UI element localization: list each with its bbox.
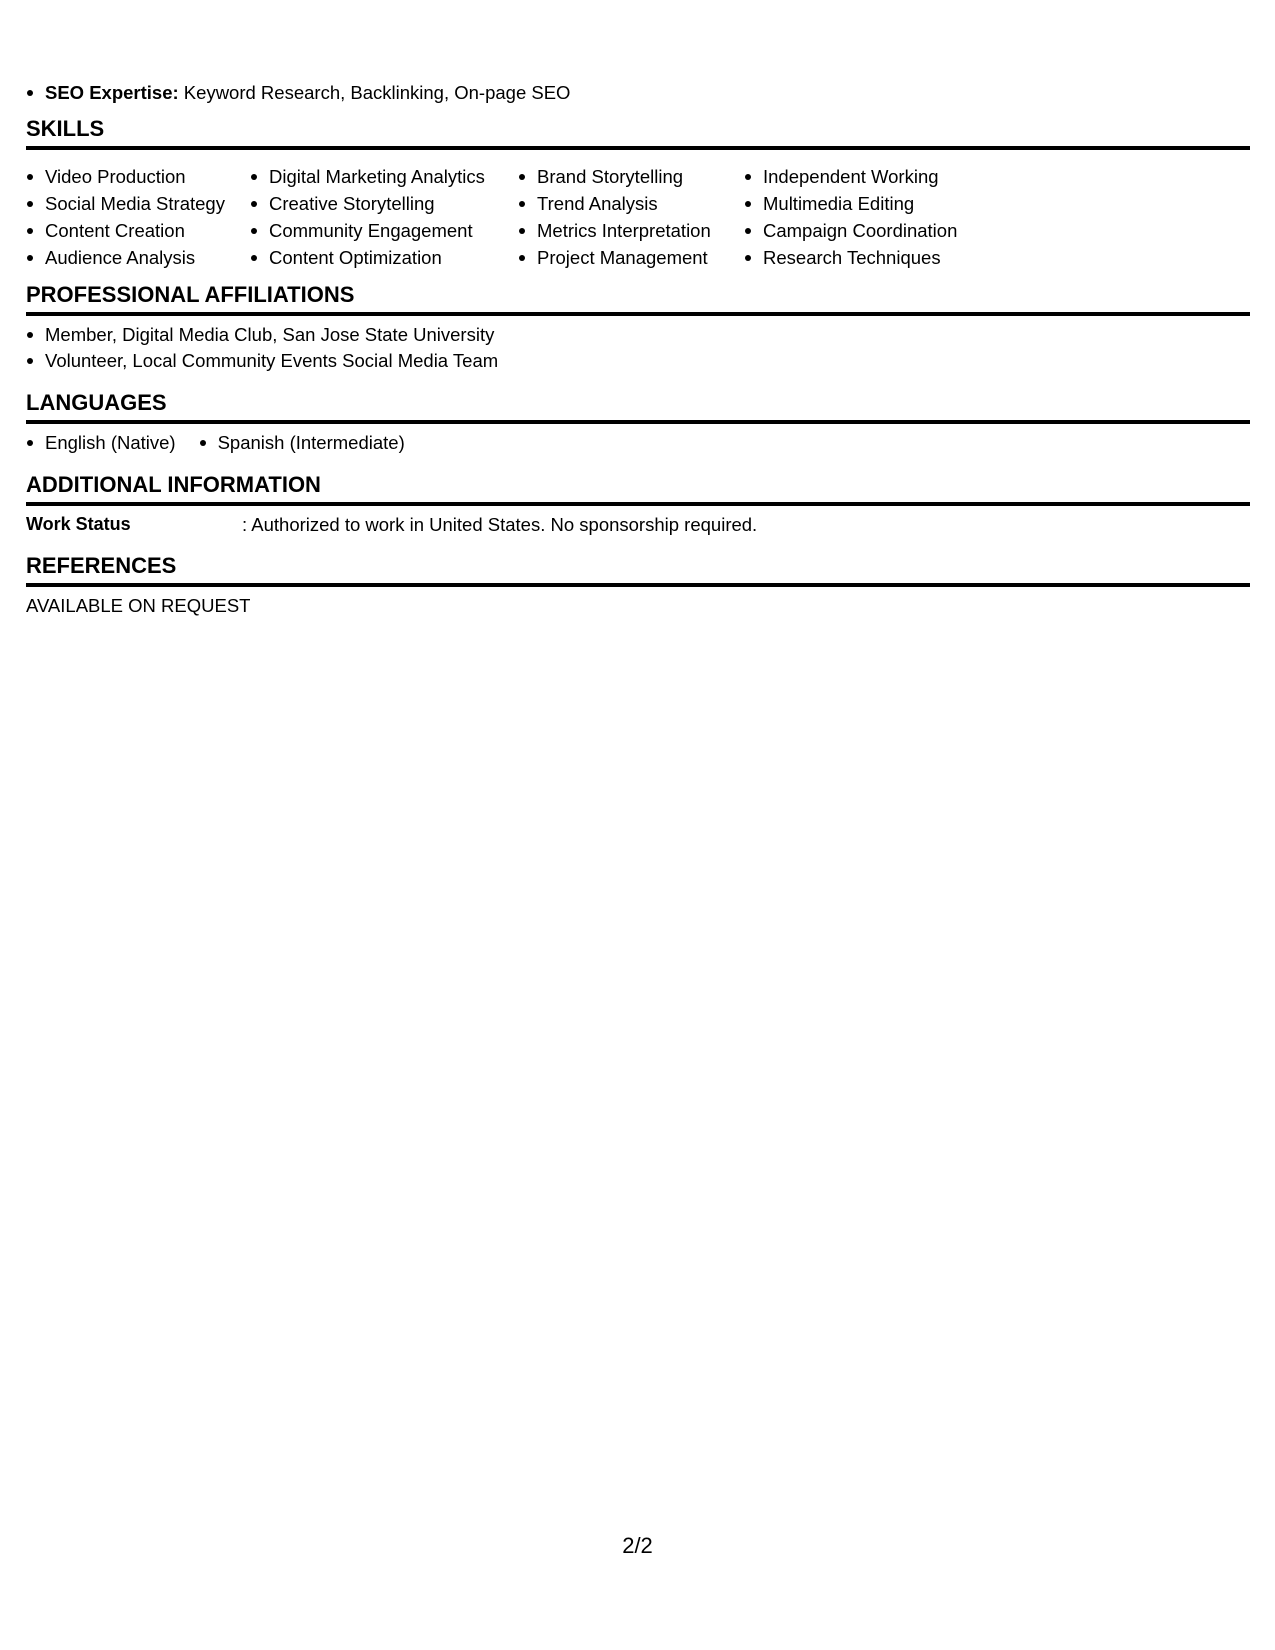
work-status-value: : Authorized to work in United States. No sponsorship required.: [242, 514, 758, 535]
references-heading: REFERENCES: [26, 551, 1250, 587]
language-item: Spanish (Intermediate): [199, 429, 405, 456]
skills-column-1: [26, 163, 250, 271]
affiliation-item: Member, Digital Media Club, San Jose State University: [26, 321, 498, 347]
skill-item: Metrics Interpretation: [518, 217, 744, 244]
language-item: English (Native): [26, 429, 176, 456]
skills-heading: SKILLS: [26, 114, 1250, 150]
affiliations-heading: PROFESSIONAL AFFILIATIONS: [26, 280, 1250, 316]
skill-item: Digital Marketing Analytics: [250, 163, 518, 190]
skill-item: Content Creation: [26, 217, 250, 244]
skill-item: Creative Storytelling: [250, 190, 518, 217]
languages-list: [26, 429, 428, 456]
skill-item: Brand Storytelling: [518, 163, 744, 190]
page-number: 2/2: [622, 1533, 653, 1558]
seo-expertise-item: [26, 79, 570, 106]
skill-item: Research Techniques: [744, 244, 984, 271]
skills-column-3: [518, 163, 744, 271]
references-text: AVAILABLE ON REQUEST: [26, 595, 251, 616]
skill-item: Video Production: [26, 163, 250, 190]
skill-item: Community Engagement: [250, 217, 518, 244]
skill-item: Content Optimization: [250, 244, 518, 271]
skill-item: Campaign Coordination: [744, 217, 984, 244]
skill-item: Trend Analysis: [518, 190, 744, 217]
additional-info-heading: ADDITIONAL INFORMATION: [26, 470, 1250, 506]
seo-expertise-value: Keyword Research, Backlinking, On-page SEO: [178, 82, 571, 103]
skills-column-2: [250, 163, 518, 271]
seo-expertise-list: [26, 79, 570, 106]
affiliations-list: [26, 321, 498, 373]
work-status-label: Work Status: [26, 514, 131, 534]
skill-item: Project Management: [518, 244, 744, 271]
languages-heading: LANGUAGES: [26, 388, 1250, 424]
affiliation-item: Volunteer, Local Community Events Social Media Team: [26, 347, 498, 373]
skills-column-4: [744, 163, 984, 271]
skill-item: Independent Working: [744, 163, 984, 190]
skill-item: Social Media Strategy: [26, 190, 250, 217]
seo-expertise-label: SEO Expertise:: [45, 82, 179, 103]
skills-grid: [26, 163, 984, 271]
skill-item: Multimedia Editing: [744, 190, 984, 217]
skill-item: Audience Analysis: [26, 244, 250, 271]
work-status-row: [26, 511, 757, 538]
